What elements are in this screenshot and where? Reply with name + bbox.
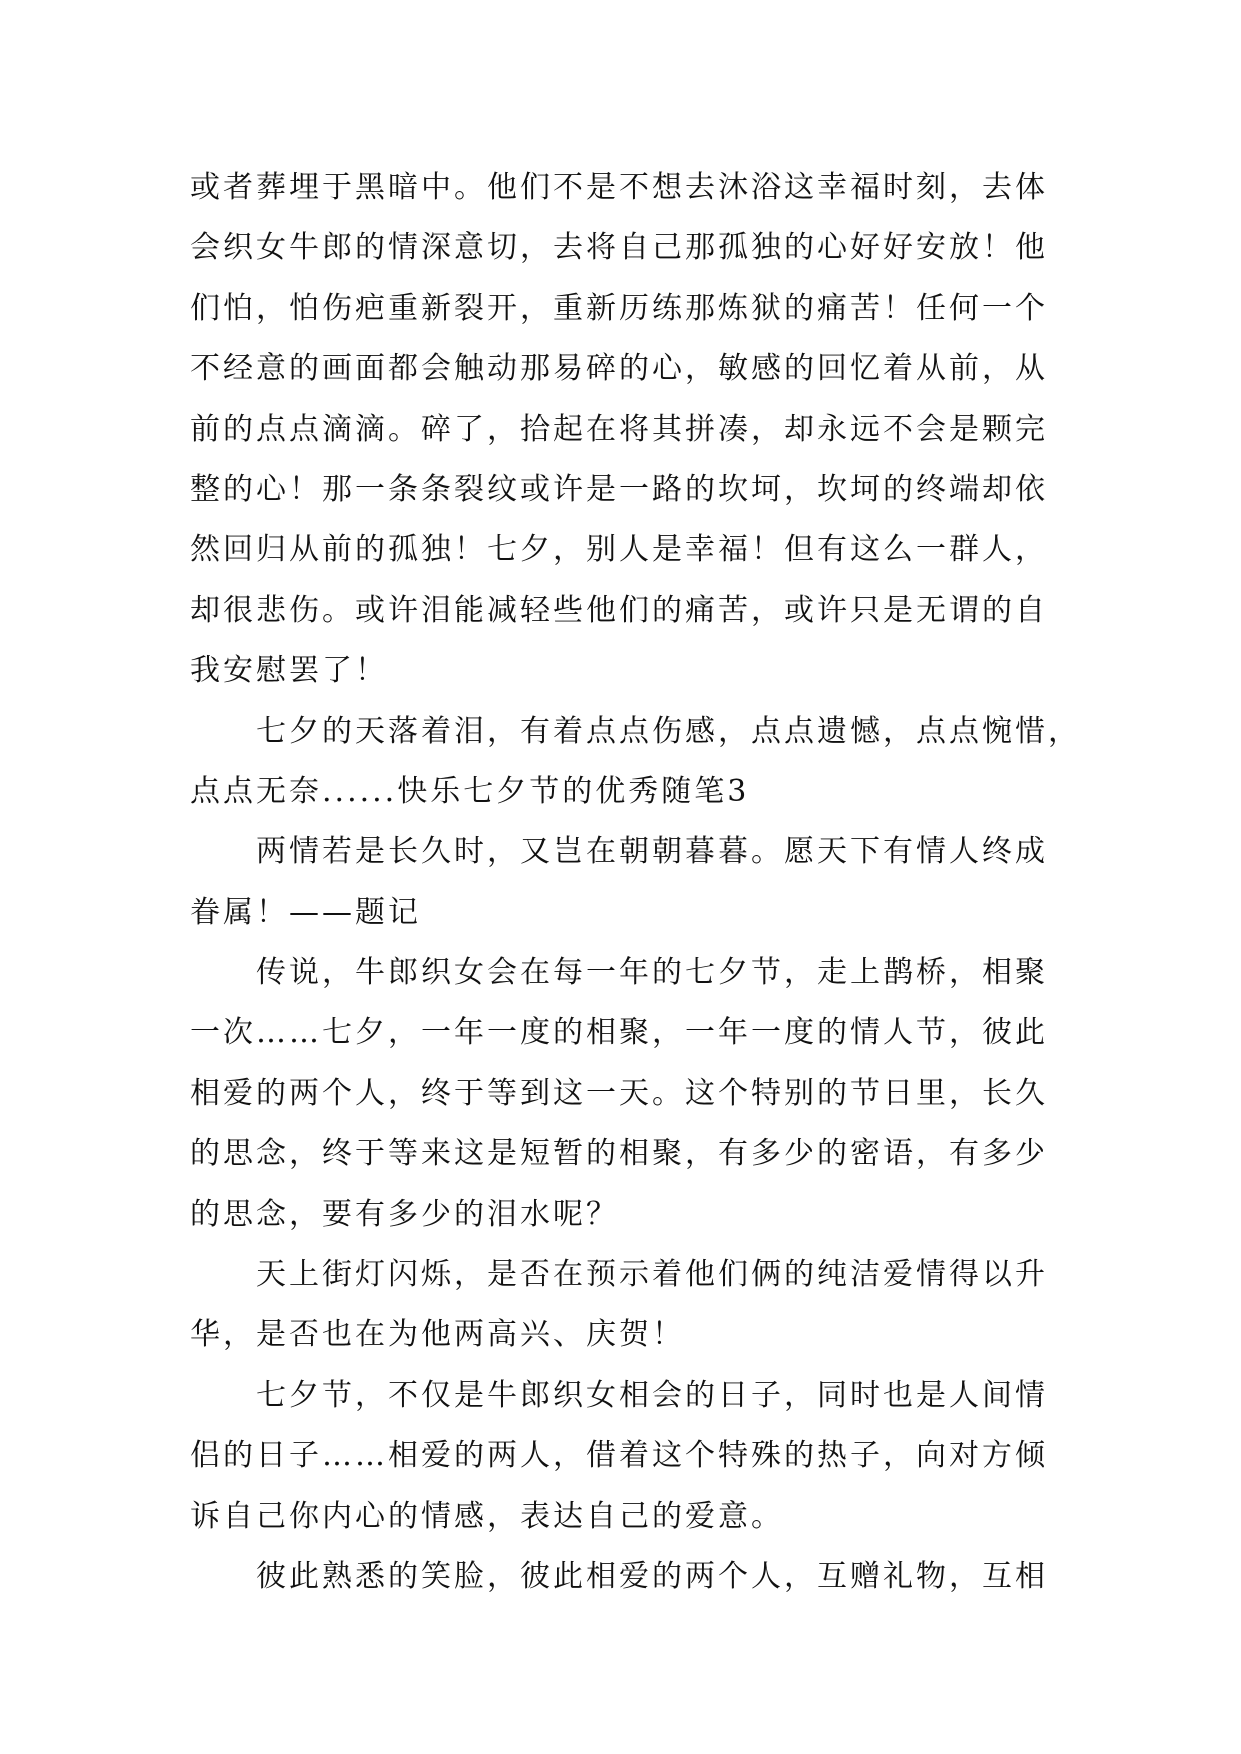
- text-line: 七夕的天落着泪，有着点点伤感，点点遗憾，点点惋惜，: [256, 713, 1081, 749]
- text-line: 侣的日子……相爱的两人，借着这个特殊的热子，向对方倾: [190, 1438, 1048, 1474]
- text-line: 们怕，怕伤疤重新裂开，重新历练那炼狱的痛苦！任何一个: [190, 290, 1048, 326]
- text-line: 却很悲伤。或许泪能减轻些他们的痛苦，或许只是无谓的自: [190, 592, 1048, 628]
- text-line: 不经意的画面都会触动那易碎的心，敏感的回忆着从前，从: [190, 351, 1048, 387]
- text-line: 诉自己你内心的情感，表达自己的爱意。: [190, 1498, 784, 1534]
- body-text: [190, 158, 1081, 1607]
- text-line: 然回归从前的孤独！七夕，别人是幸福！但有这么一群人，: [190, 532, 1048, 568]
- text-line: 的思念，终于等来这是短暂的相聚，有多少的密语，有多少: [190, 1136, 1048, 1172]
- text-line: 传说，牛郎织女会在每一年的七夕节，走上鹊桥，相聚: [256, 955, 1048, 991]
- text-line: 一次……七夕，一年一度的相聚，一年一度的情人节，彼此: [190, 1015, 1048, 1051]
- text-line: 我安慰罢了！: [190, 653, 388, 689]
- text-line: 点点无奈......快乐七夕节的优秀随笔3: [190, 773, 750, 809]
- text-line: 两情若是长久时，又岂在朝朝暮暮。愿天下有情人终成: [256, 834, 1048, 870]
- text-line: 或者葬埋于黑暗中。他们不是不想去沐浴这幸福时刻，去体: [190, 170, 1048, 205]
- text-line: 天上街灯闪烁，是否在预示着他们俩的纯洁爱情得以升: [256, 1257, 1048, 1293]
- text-line: 七夕节，不仅是牛郎织女相会的日子，同时也是人间情: [256, 1377, 1048, 1413]
- text-line: 前的点点滴滴。碎了，拾起在将其拼凑，却永远不会是颗完: [190, 411, 1048, 447]
- text-line: 彼此熟悉的笑脸，彼此相爱的两个人，互赠礼物，互相: [256, 1558, 1048, 1594]
- text-line: 会织女牛郎的情深意切，去将自己那孤独的心好好安放！他: [190, 230, 1048, 266]
- text-line: 相爱的两个人，终于等到这一天。这个特别的节日里，长久: [190, 1075, 1048, 1111]
- text-line: 的思念，要有多少的泪水呢？: [190, 1196, 619, 1232]
- text-line: 眷属！——题记: [190, 894, 421, 930]
- text-line: 华，是否也在为他两高兴、庆贺！: [190, 1317, 685, 1353]
- text-line: 整的心！那一条条裂纹或许是一路的坎坷，坎坷的终端却依: [190, 471, 1048, 507]
